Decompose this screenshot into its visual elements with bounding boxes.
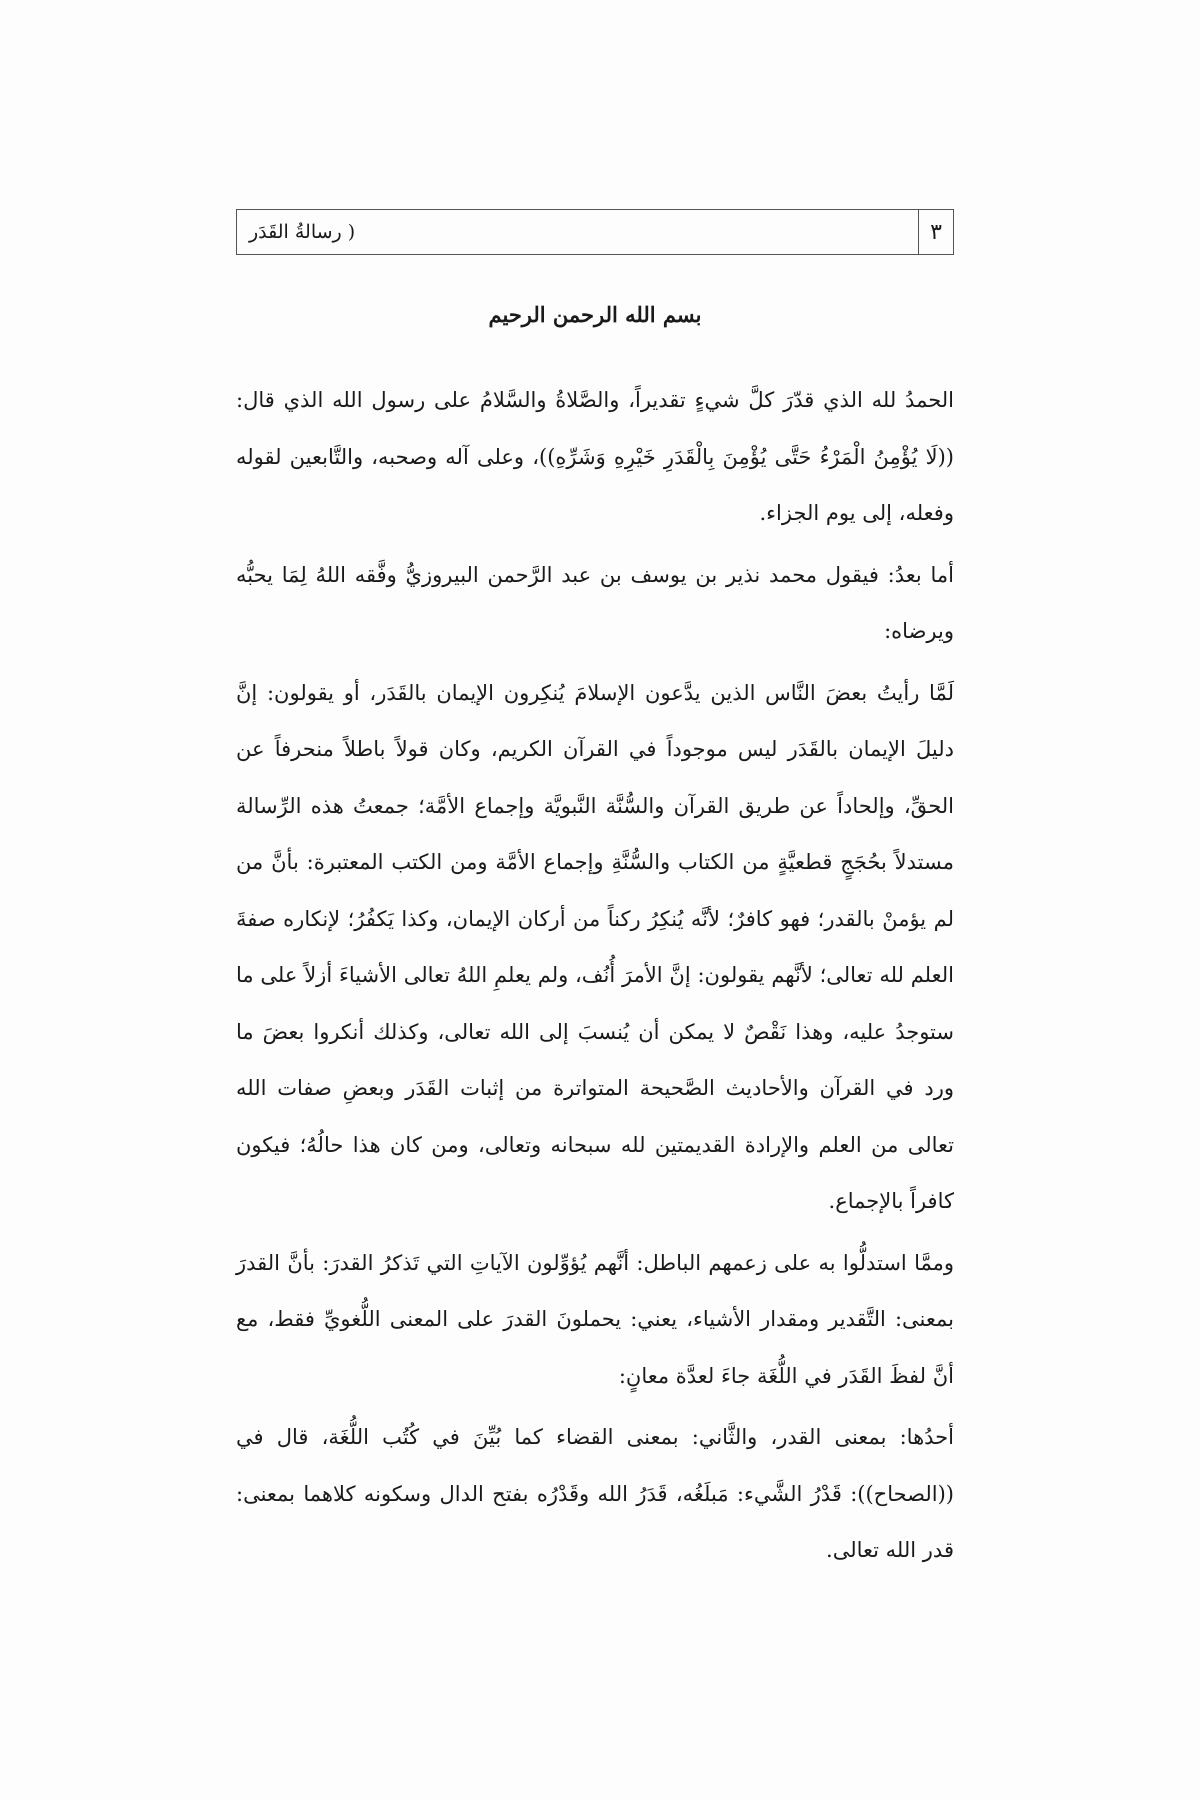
header-title: ( رسالةُ القَدَر xyxy=(249,221,356,243)
paragraph-amma-baad: أما بعدُ: فيقول محمد نذير بن يوسف بن عبد الرَّحمن البيروزيُّ وفَّقه اللهُ لِمَا يحبُّه ويرضاه: xyxy=(236,562,954,643)
paragraph-opening: الحمدُ لله الذي قدّرَ كلَّ شيءٍ تقديراً، والصَّلاةُ والسَّلامُ على رسول الله الذي قال: ((لَا يُؤْمِنُ الْمَرْءُ حَتَّى يُؤْمِنَ بِالْقَدَرِ خَيْرِهِ وَشَرِّهِ))، وعلى آله وصحبه، والتَّابعين لقوله وفعله، إلى يوم الجزاء. xyxy=(236,388,954,525)
page-number: ٣ xyxy=(918,210,953,254)
paragraph-meanings: أحدُها: بمعنى القدر، والثَّاني: بمعنى القضاء كما بُيِّنَ في كُتُب اللُّغَة، قال في ((الصحاح)): قَدْرُ الشَّيء: مَبلَغُه، قَدَرُ الله وقَدْرُه بفتح الدال وسكونه كلاهما بمعنى: قدر الله تعالى. xyxy=(236,1425,954,1562)
body-text xyxy=(236,372,954,1579)
bismillah-heading: بسم الله الرحمن الرحيم xyxy=(488,302,702,327)
paragraph-argument: وممَّا استدلُّوا به على زعمهم الباطل: أنَّهم يُؤوِّلون الآياتِ التي تَذكرُ القدرَ: بأنَّ القدرَ بمعنى: التَّقدير ومقدار الأشياء، يعني: يحملونَ القدرَ على المعنى اللُّغويِّ فقط، مع أنَّ لفظَ القَدَر في اللُّغَة جاءَ لعدَّة معانٍ: xyxy=(236,1250,954,1388)
paragraph-reason: لَمَّا رأيتُ بعضَ النَّاس الذين يدَّعون الإسلامَ يُنكِرون الإيمان بالقَدَر، أو يقولون: إنَّ دليلَ الإيمان بالقَدَر ليس موجوداً في القرآن الكريم، وكان قولاً باطلاً منحرفاً عن الحقِّ، وإلحاداً عن طريق القرآن والسُّنَّة النَّبويَّة وإجماع الأمَّة؛ جمعتُ هذه الرِّسالة مستدلاً بحُجَجٍ قطعيَّةٍ من الكتاب والسُّنَّةِ وإجماع الأمَّة ومن الكتب المعتبرة: بأنَّ من لم يؤمنْ بالقدر؛ فهو كافرٌ؛ لأنَّه يُنكِرُ ركناً من أركان الإيمان، وكذا يَكفُرُ؛ لإنكاره صفةَ العلم لله تعالى؛ لأنَّهم يقولون: إنَّ الأمرَ أُنُف، ولم يعلمِ اللهُ تعالى الأشياءَ أزلاً على ما ستوجدُ عليه، وهذا نَقْصٌ لا يمكن أن يُنسبَ إلى الله تعالى، وكذلك أنكروا بعضَ ما ورد في القرآن والأحاديث الصَّحيحة المتواترة من إثبات القَدَر وبعضِ صفات الله تعالى من العلم والإرادة القديمتين لله سبحانه وتعالى، ومن كان هذا حالُهُ؛ فيكون كافراً بالإجماع. xyxy=(236,680,954,1213)
running-header xyxy=(236,209,954,255)
